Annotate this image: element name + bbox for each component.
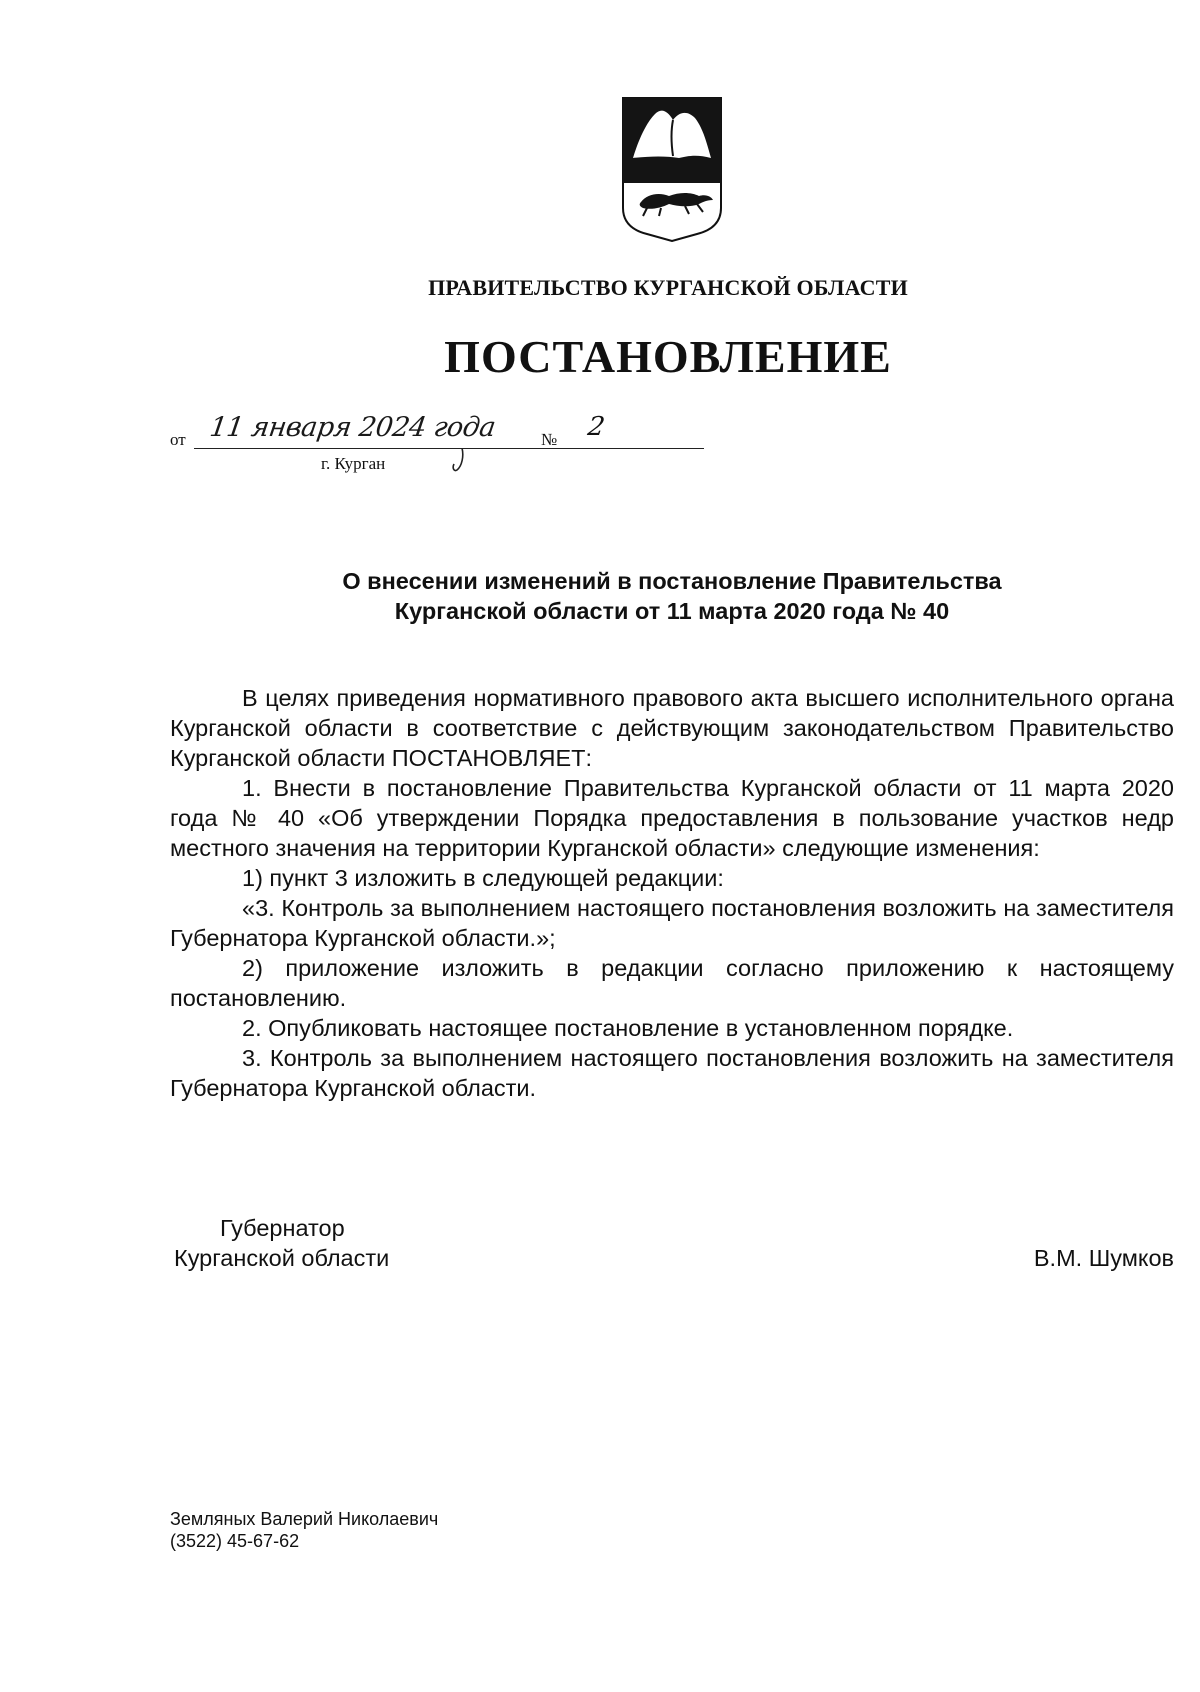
body-paragraph: 1. Внести в постановление Правительства Курганской области от 11 марта 2020 года № 40 «Об утверждении Порядка предоставления в пользование участков недр местного значения на территории Курганской области» следующие изменения: xyxy=(170,775,1174,861)
date-prefix: от xyxy=(170,430,186,449)
coat-of-arms-icon xyxy=(617,96,727,242)
body-paragraph: 1) пункт 3 изложить в следующей редакции: xyxy=(242,865,724,891)
signer-name: В.М. Шумков xyxy=(1033,1245,1174,1271)
body-paragraph: 2) приложение изложить в редакции согласно приложению к настоящему постановлению. xyxy=(170,955,1174,1011)
document-type-heading: ПОСТАНОВЛЕНИЕ xyxy=(444,331,892,382)
executor-contact xyxy=(170,1508,438,1552)
signer-title-line-2: Курганской области xyxy=(174,1245,390,1271)
body-paragraph: 2. Опубликовать настоящее постановление в установленном порядке. xyxy=(242,1015,1014,1041)
number-label: № xyxy=(541,430,558,449)
body-paragraph: «3. Контроль за выполнением настоящего постановления возложить на заместителя Губернатора Курганской области.»; xyxy=(170,895,1174,951)
handwritten-number: 2 xyxy=(585,412,607,442)
date-number-line xyxy=(170,412,670,478)
body-paragraph: 3. Контроль за выполнением настоящего постановления возложить на заместителя Губернатора Курганской области. xyxy=(170,1045,1174,1101)
handwriting-stroke-icon xyxy=(452,448,466,472)
document-subject xyxy=(170,566,1174,626)
handwritten-date: 11 января 2024 года xyxy=(207,412,498,443)
executor-phone: (3522) 45-67-62 xyxy=(170,1531,300,1551)
signature-block xyxy=(170,1213,1174,1283)
document-body xyxy=(170,683,1174,1103)
subject-line-1: О внесении изменений в постановление Правительства xyxy=(342,568,1002,594)
body-paragraph: В целях приведения нормативного правового акта высшего исполнительного органа Курганской области в соответствие с действующим законодательством Правительство Курганской области ПОСТАНОВЛЯЕТ: xyxy=(170,685,1174,771)
city-label: г. Курган xyxy=(321,454,386,473)
subject-line-2: Курганской области от 11 марта 2020 года № 40 xyxy=(394,598,950,624)
government-title-text: ПРАВИТЕЛЬСТВО КУРГАНСКОЙ ОБЛАСТИ xyxy=(428,275,908,300)
signer-title-line-1: Губернатор xyxy=(220,1215,345,1241)
government-title xyxy=(0,275,1200,301)
number-underline xyxy=(570,448,662,449)
executor-name: Земляных Валерий Николаевич xyxy=(170,1509,439,1529)
